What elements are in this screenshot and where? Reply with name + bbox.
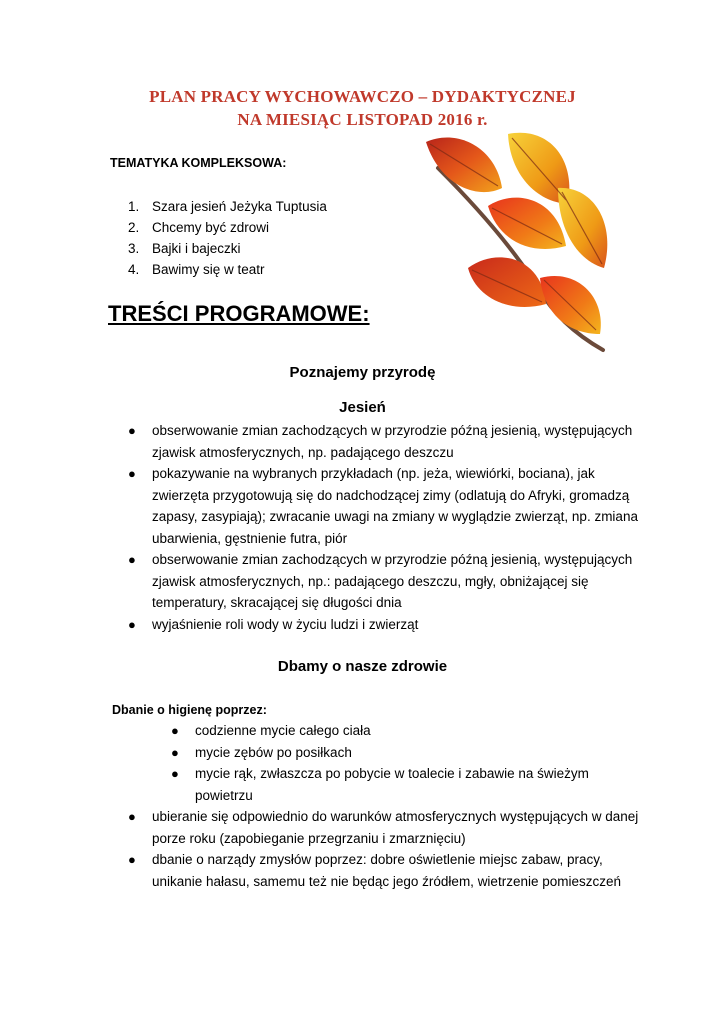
- list-item: ● codzienne mycie całego ciała: [171, 720, 631, 742]
- bullet-icon: ●: [128, 616, 136, 632]
- document-title-line1: PLAN PRACY WYCHOWAWCZO – DYDAKTYCZNEJ: [149, 87, 576, 106]
- section-title-zdrowie: Dbamy o nasze zdrowie: [277, 658, 448, 675]
- tematyka-item: 4. Bawimy się w teatr: [128, 262, 265, 277]
- bullet-icon: ●: [128, 466, 136, 481]
- list-item: ● obserwowanie zmian zachodzących w przyrodzie późną jesienią, występujących zjawisk atmosferycznych, np.: padającego deszczu, mgły, obniżającej się temperatury, skracającej się długości dnia: [128, 549, 648, 614]
- document-title-line2: NA MIESIĄC LISTOPAD 2016 r.: [237, 110, 488, 129]
- list-item: ● mycie rąk, zwłaszcza po pobycie w toalecie i zabawie na świeżym powietrzu: [171, 763, 631, 806]
- tematyka-item: 2. Chcemy być zdrowi: [128, 220, 270, 235]
- bullet-icon: ●: [128, 809, 136, 824]
- autumn-leaves-illustration: [418, 128, 618, 360]
- higiena-heading: Dbanie o higienę poprzez:: [112, 703, 267, 717]
- bullet-icon: ●: [128, 852, 136, 867]
- tematyka-item: 3. Bajki i bajeczki: [128, 241, 241, 256]
- tresci-heading: TREŚCI PROGRAMOWE:: [108, 301, 370, 326]
- bullet-icon: ●: [128, 552, 136, 567]
- bullet-icon: ●: [171, 744, 179, 760]
- tematyka-heading: TEMATYKA KOMPLEKSOWA:: [110, 156, 287, 170]
- tematyka-item: 1. Szara jesień Jeżyka Tuptusia: [128, 199, 327, 214]
- list-item: ● pokazywanie na wybranych przykładach (np. jeża, wiewiórki, bociana), jak zwierzęta przygotowują się do nadchodzącej zimy (odlatują do Afryki, gromadzą zapasy, zasypiają); zwracanie uwagi na zmiany w wyglądzie zwierząt, np. zmiana ubarwienia, gęstnienie futra, piór: [128, 463, 648, 549]
- list-item: ● ubieranie się odpowiednio do warunków atmosferycznych występujących w danej porze roku (zapobieganie przegrzaniu i zmarznięciu): [128, 806, 648, 849]
- tematyka-list: [128, 196, 327, 280]
- zdrowie-list: [128, 806, 648, 892]
- bullet-icon: ●: [171, 766, 179, 781]
- higiena-list: [171, 720, 631, 806]
- list-item: ● obserwowanie zmian zachodzących w przyrodzie późną jesienią, występujących zjawisk atmosferycznych, np. padającego deszczu: [128, 420, 648, 463]
- list-item: ● dbanie o narządy zmysłów poprzez: dobre oświetlenie miejsc zabaw, pracy, unikanie hałasu, samemu też nie będąc jego źródłem, wietrzenie pomieszczeń: [128, 849, 648, 892]
- leaf-lower-left: [468, 257, 546, 307]
- leaf-middle: [488, 198, 566, 249]
- bullet-icon: ●: [171, 723, 179, 738]
- section-subtitle-jesien: Jesień: [339, 399, 386, 416]
- section-title-przyroda: Poznajemy przyrodę: [289, 364, 436, 381]
- bullet-icon: ●: [128, 423, 136, 438]
- list-item: ● wyjaśnienie roli wody w życiu ludzi i zwierząt: [128, 614, 648, 636]
- list-item: ● mycie zębów po posiłkach: [171, 742, 631, 764]
- jesien-list: [128, 420, 648, 635]
